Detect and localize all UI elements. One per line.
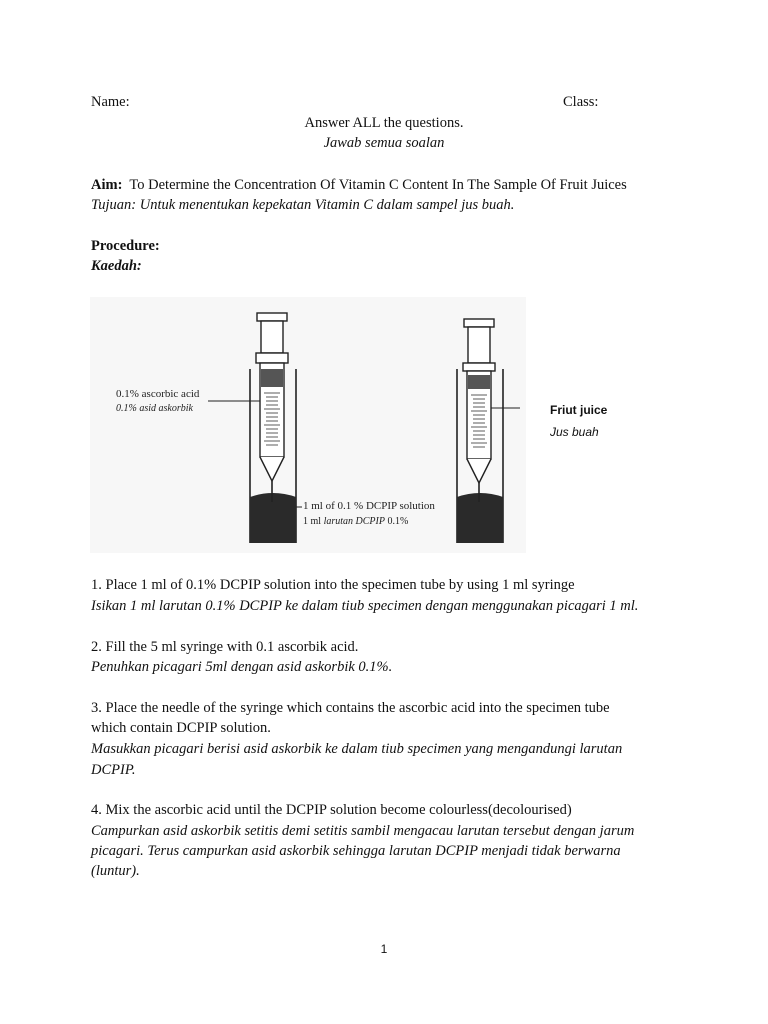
step-3-en-2: which contain DCPIP solution. (91, 720, 271, 736)
step-3-ms-2: DCPIP. (91, 762, 136, 778)
step-1-en: 1. Place 1 ml of 0.1% DCPIP solution into the specimen tube by using 1 ml syringe (91, 577, 575, 593)
left-label-ms: 0.1% asid askorbik (116, 403, 193, 414)
step-4-ms-2: picagari. Terus campurkan asid askorbik sehingga larutan DCPIP menjadi tidak berwarna (91, 843, 621, 859)
step-4-en: 4. Mix the ascorbic acid until the DCPIP solution become colourless(decolourised) (91, 802, 572, 818)
right-label-ms: Jus buah (550, 425, 599, 439)
step-3-ms-1: Masukkan picagari berisi asid askorbik ke dalam tiub specimen yang mengandungi larutan (91, 741, 623, 757)
name-label: Name: (91, 94, 130, 110)
step-3-en-1: 3. Place the needle of the syringe which contains the ascorbic acid into the specimen tube (91, 700, 610, 716)
left-label-en: 0.1% ascorbic acid (116, 388, 200, 400)
syringe-figure (90, 297, 526, 553)
procedure-label-ms: Kaedah: (91, 258, 142, 274)
step-4-ms-1: Campurkan asid askorbik setitis demi setitis sambil mengacau larutan tersebut dengan jarum (91, 823, 635, 839)
step-2-en: 2. Fill the 5 ml syringe with 0.1 ascorbik acid. (91, 639, 359, 655)
aim-text-ms: Tujuan: Untuk menentukan kepekatan Vitamin C dalam sampel jus buah. (91, 197, 515, 213)
procedure-label-en: Procedure: (91, 238, 160, 254)
right-label-en: Friut juice (550, 403, 608, 417)
dcpip-label-ms: 1 ml larutan DCPIP 0.1% (303, 516, 409, 527)
class-label: Class: (563, 94, 599, 110)
instruction-ms: Jawab semua soalan (323, 135, 445, 151)
instruction-en: Answer ALL the questions. (304, 115, 464, 131)
page-number: 1 (380, 942, 388, 956)
step-4-ms-3: (luntur). (91, 863, 140, 879)
step-1-ms: Isikan 1 ml larutan 0.1% DCPIP ke dalam tiub specimen dengan menggunakan picagari 1 ml. (91, 598, 639, 614)
dcpip-label-en: 1 ml of 0.1 % DCPIP solution (303, 500, 435, 512)
aim-line (91, 175, 627, 195)
aim-label: Aim: (91, 177, 123, 193)
step-2-ms: Penuhkan picagari 5ml dengan asid askorbik 0.1%. (91, 659, 393, 675)
aim-text-en: To Determine the Concentration Of Vitamin C Content In The Sample Of Fruit Juices (129, 177, 627, 193)
